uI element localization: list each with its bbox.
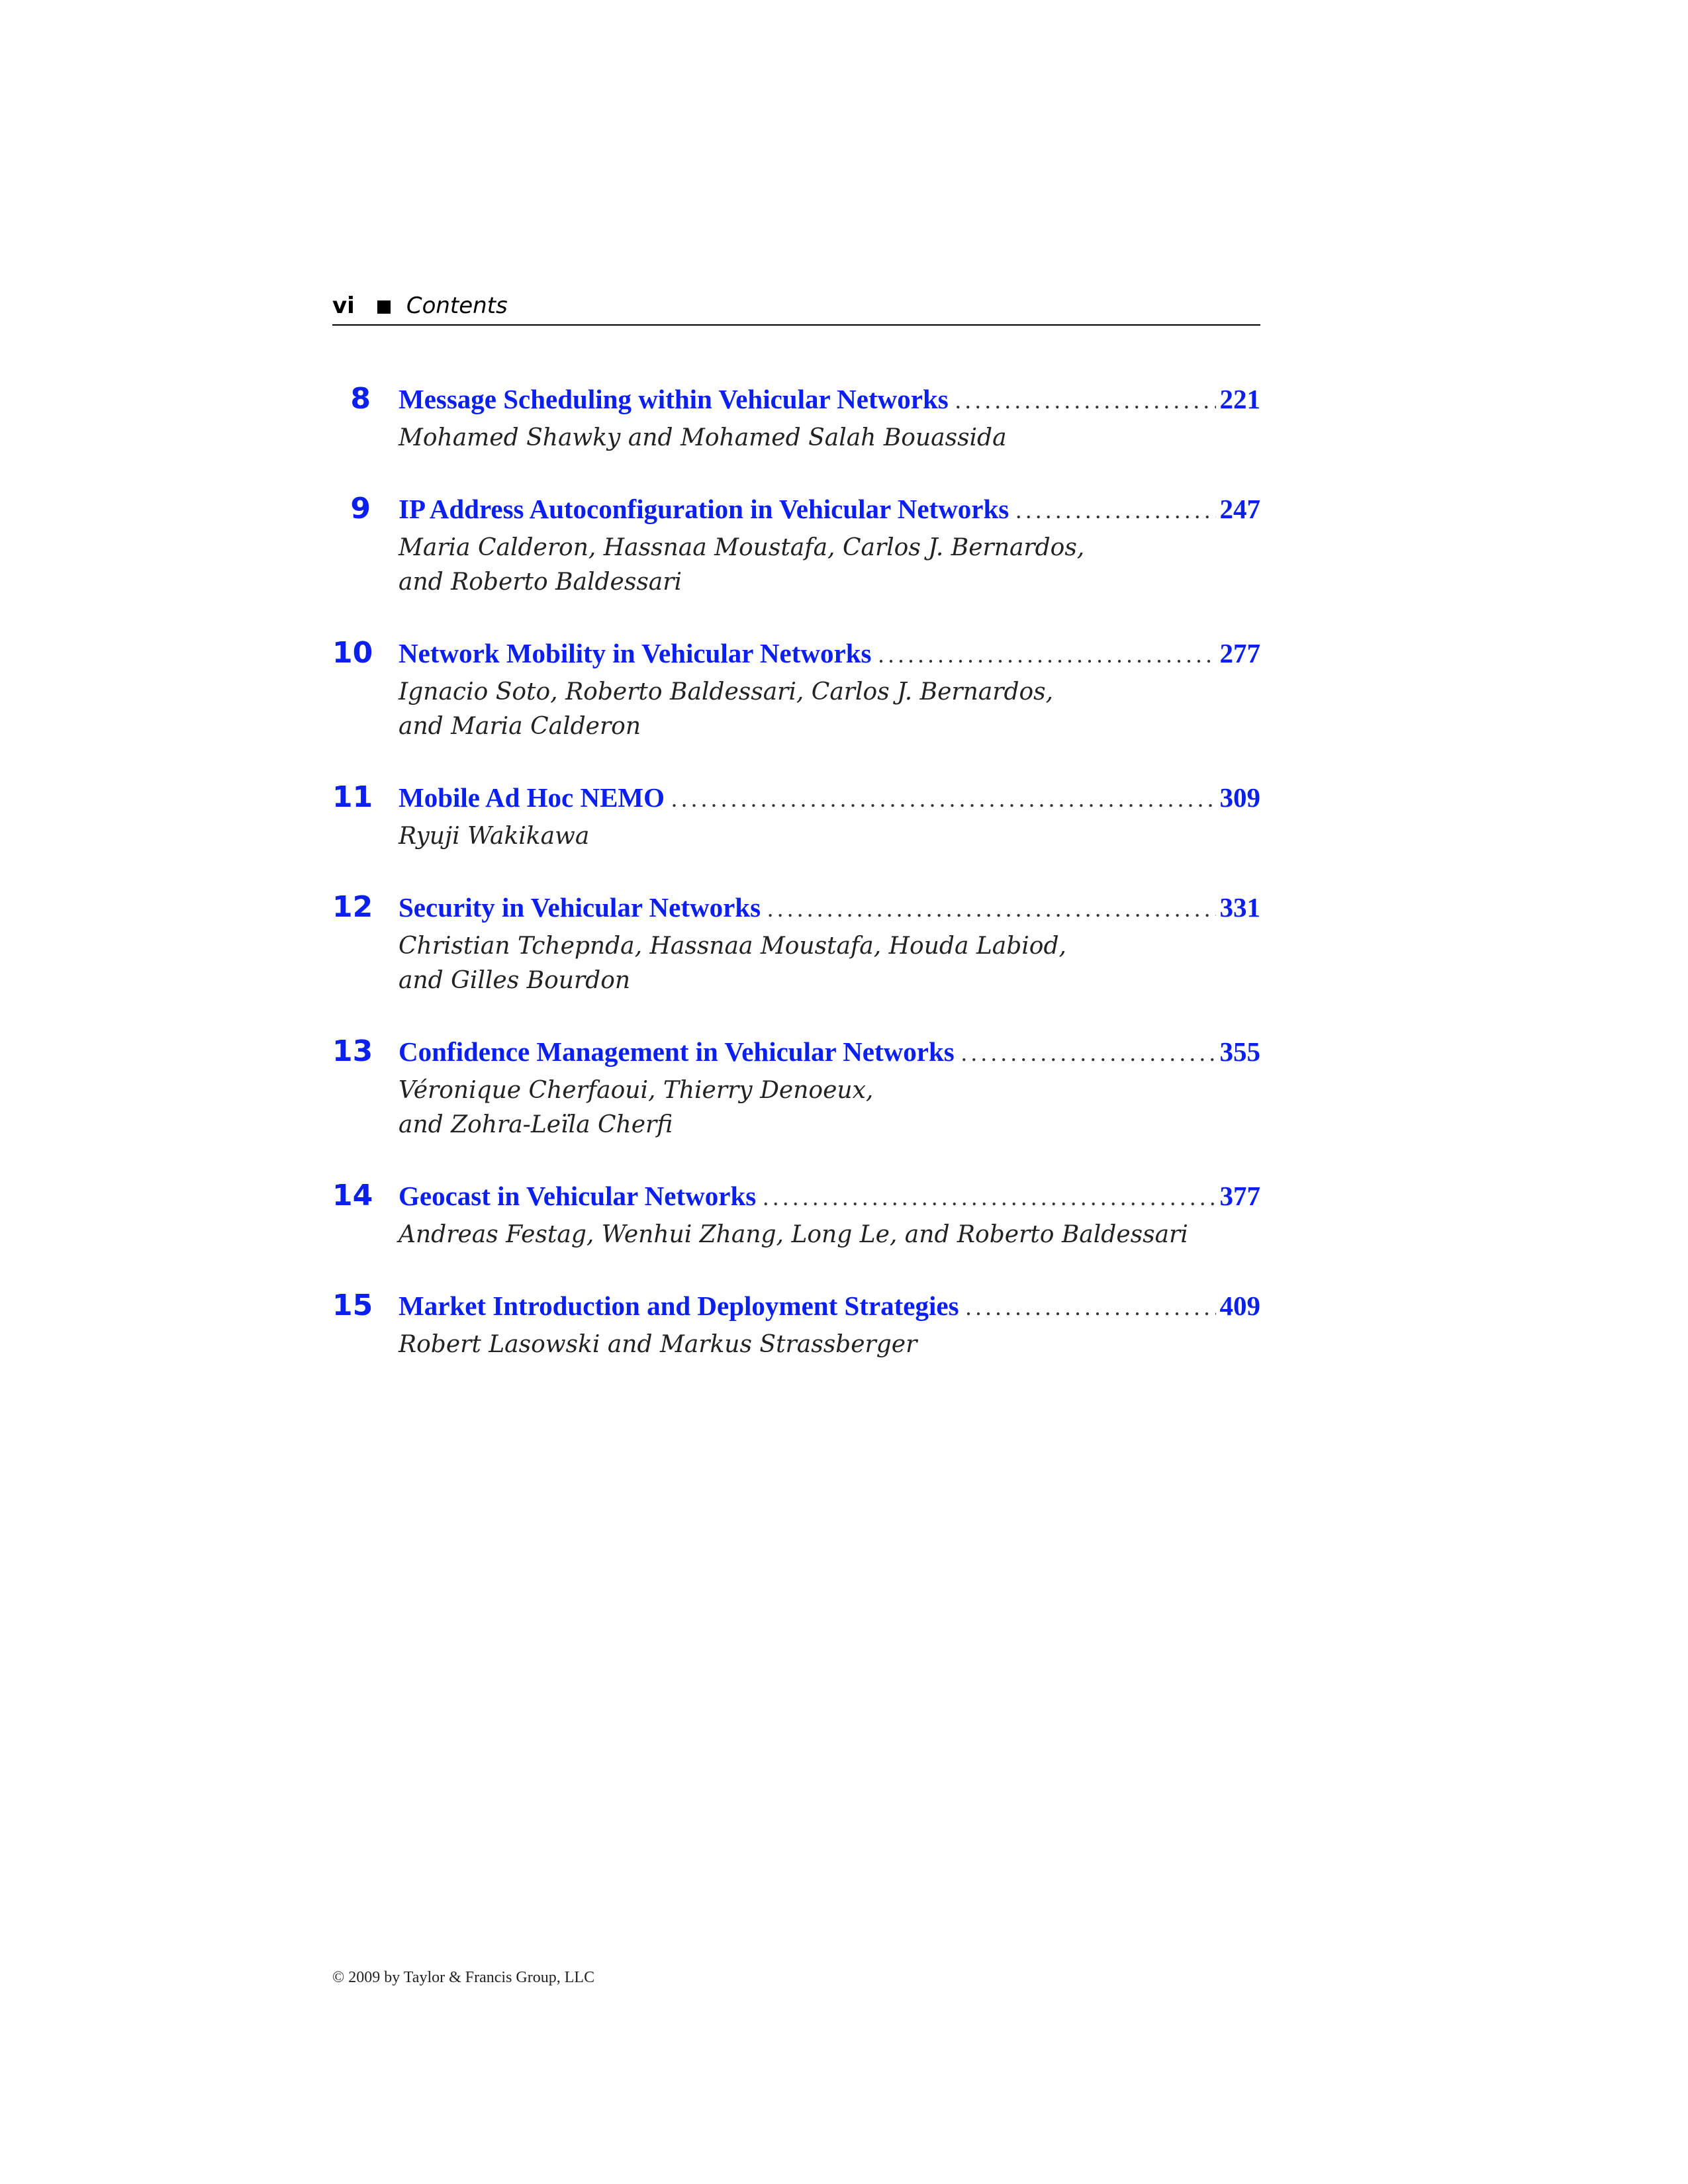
dot-leader (961, 1032, 1216, 1073)
toc-entry (332, 633, 1260, 744)
dot-leader (671, 778, 1215, 819)
chapter-number: 10 (332, 636, 373, 670)
page-folio: vi (332, 293, 355, 319)
author-line: Andreas Festag, Wenhui Zhang, Long Le, and Roberto Baldessari (399, 1221, 1188, 1248)
toc-title-line (399, 887, 1260, 929)
chapter-number: 15 (332, 1289, 373, 1322)
author-line: Mohamed Shawky and Mohamed Salah Bouassida (399, 424, 1007, 451)
author-line: and Zohra-Leïla Cherfi (399, 1111, 673, 1138)
chapter-title-link[interactable]: IP Address Autoconfiguration in Vehicular Networks (399, 494, 1009, 524)
table-of-contents (332, 379, 1260, 1395)
author-line: Véronique Cherfaoui, Thierry Denoeux, (399, 1077, 874, 1104)
running-head-section: Contents (406, 293, 508, 319)
chapter-page-link[interactable]: 221 (1219, 384, 1260, 414)
chapter-page-link[interactable]: 277 (1219, 638, 1260, 668)
chapter-number: 8 (350, 382, 371, 416)
chapter-title-link[interactable]: Market Introduction and Deployment Strategies (399, 1291, 959, 1321)
toc-entry (332, 379, 1260, 455)
chapter-page-link[interactable]: 377 (1219, 1181, 1260, 1211)
chapter-authors (399, 929, 1260, 998)
dot-leader (763, 1177, 1215, 1218)
dot-leader (955, 380, 1216, 421)
dot-leader (1015, 490, 1215, 531)
chapter-number: 13 (332, 1034, 373, 1068)
square-bullet-icon (377, 300, 391, 314)
toc-title-line (399, 633, 1260, 675)
toc-entry (332, 1175, 1260, 1252)
chapter-title-link[interactable]: Network Mobility in Vehicular Networks (399, 638, 872, 668)
chapter-authors (399, 421, 1260, 455)
toc-entry (332, 777, 1260, 854)
toc-title-line (399, 1031, 1260, 1073)
chapter-page-link[interactable]: 309 (1219, 782, 1260, 813)
author-line: Maria Calderon, Hassnaa Moustafa, Carlos J. Bernardos, (399, 534, 1085, 561)
chapter-page-link[interactable]: 355 (1219, 1036, 1260, 1067)
toc-title-line (399, 1175, 1260, 1218)
chapter-page-link[interactable]: 331 (1219, 892, 1260, 923)
chapter-page-link[interactable]: 409 (1219, 1291, 1260, 1321)
author-line: Christian Tchepnda, Hassnaa Moustafa, Houda Labiod, (399, 933, 1066, 960)
author-line: Ignacio Soto, Roberto Baldessari, Carlos J. Bernardos, (399, 678, 1054, 705)
chapter-title-link[interactable]: Geocast in Vehicular Networks (399, 1181, 757, 1211)
chapter-authors (399, 675, 1260, 744)
copyright-notice: © 2009 by Taylor & Francis Group, LLC (332, 1969, 595, 1986)
toc-entry (332, 1031, 1260, 1142)
toc-entry (332, 488, 1260, 600)
chapter-title-link[interactable]: Confidence Management in Vehicular Networks (399, 1036, 955, 1067)
toc-title-line (399, 1285, 1260, 1328)
toc-title-line (399, 379, 1260, 421)
chapter-number: 9 (350, 492, 371, 525)
chapter-title-link[interactable]: Message Scheduling within Vehicular Networks (399, 384, 949, 414)
author-line: and Maria Calderon (399, 713, 641, 740)
toc-title-line (399, 777, 1260, 819)
chapter-authors (399, 1328, 1260, 1362)
author-line: Ryuji Wakikawa (399, 823, 590, 850)
chapter-page-link[interactable]: 247 (1219, 494, 1260, 524)
chapter-number: 12 (332, 890, 373, 924)
chapter-authors (399, 1218, 1260, 1252)
chapter-number: 14 (332, 1179, 373, 1212)
chapter-authors (399, 531, 1260, 600)
author-line: and Roberto Baldessari (399, 569, 682, 596)
chapter-authors (399, 819, 1260, 854)
toc-entry (332, 1285, 1260, 1362)
chapter-title-link[interactable]: Security in Vehicular Networks (399, 892, 761, 923)
chapter-number: 11 (332, 780, 373, 814)
chapter-authors (399, 1073, 1260, 1142)
author-line: and Gilles Bourdon (399, 967, 631, 994)
dot-leader (767, 888, 1215, 929)
running-head (332, 286, 1260, 326)
dot-leader (878, 634, 1215, 675)
chapter-title-link[interactable]: Mobile Ad Hoc NEMO (399, 782, 665, 813)
toc-entry (332, 887, 1260, 998)
dot-leader (966, 1287, 1216, 1328)
toc-title-line (399, 488, 1260, 531)
author-line: Robert Lasowski and Markus Strassberger (399, 1331, 917, 1358)
